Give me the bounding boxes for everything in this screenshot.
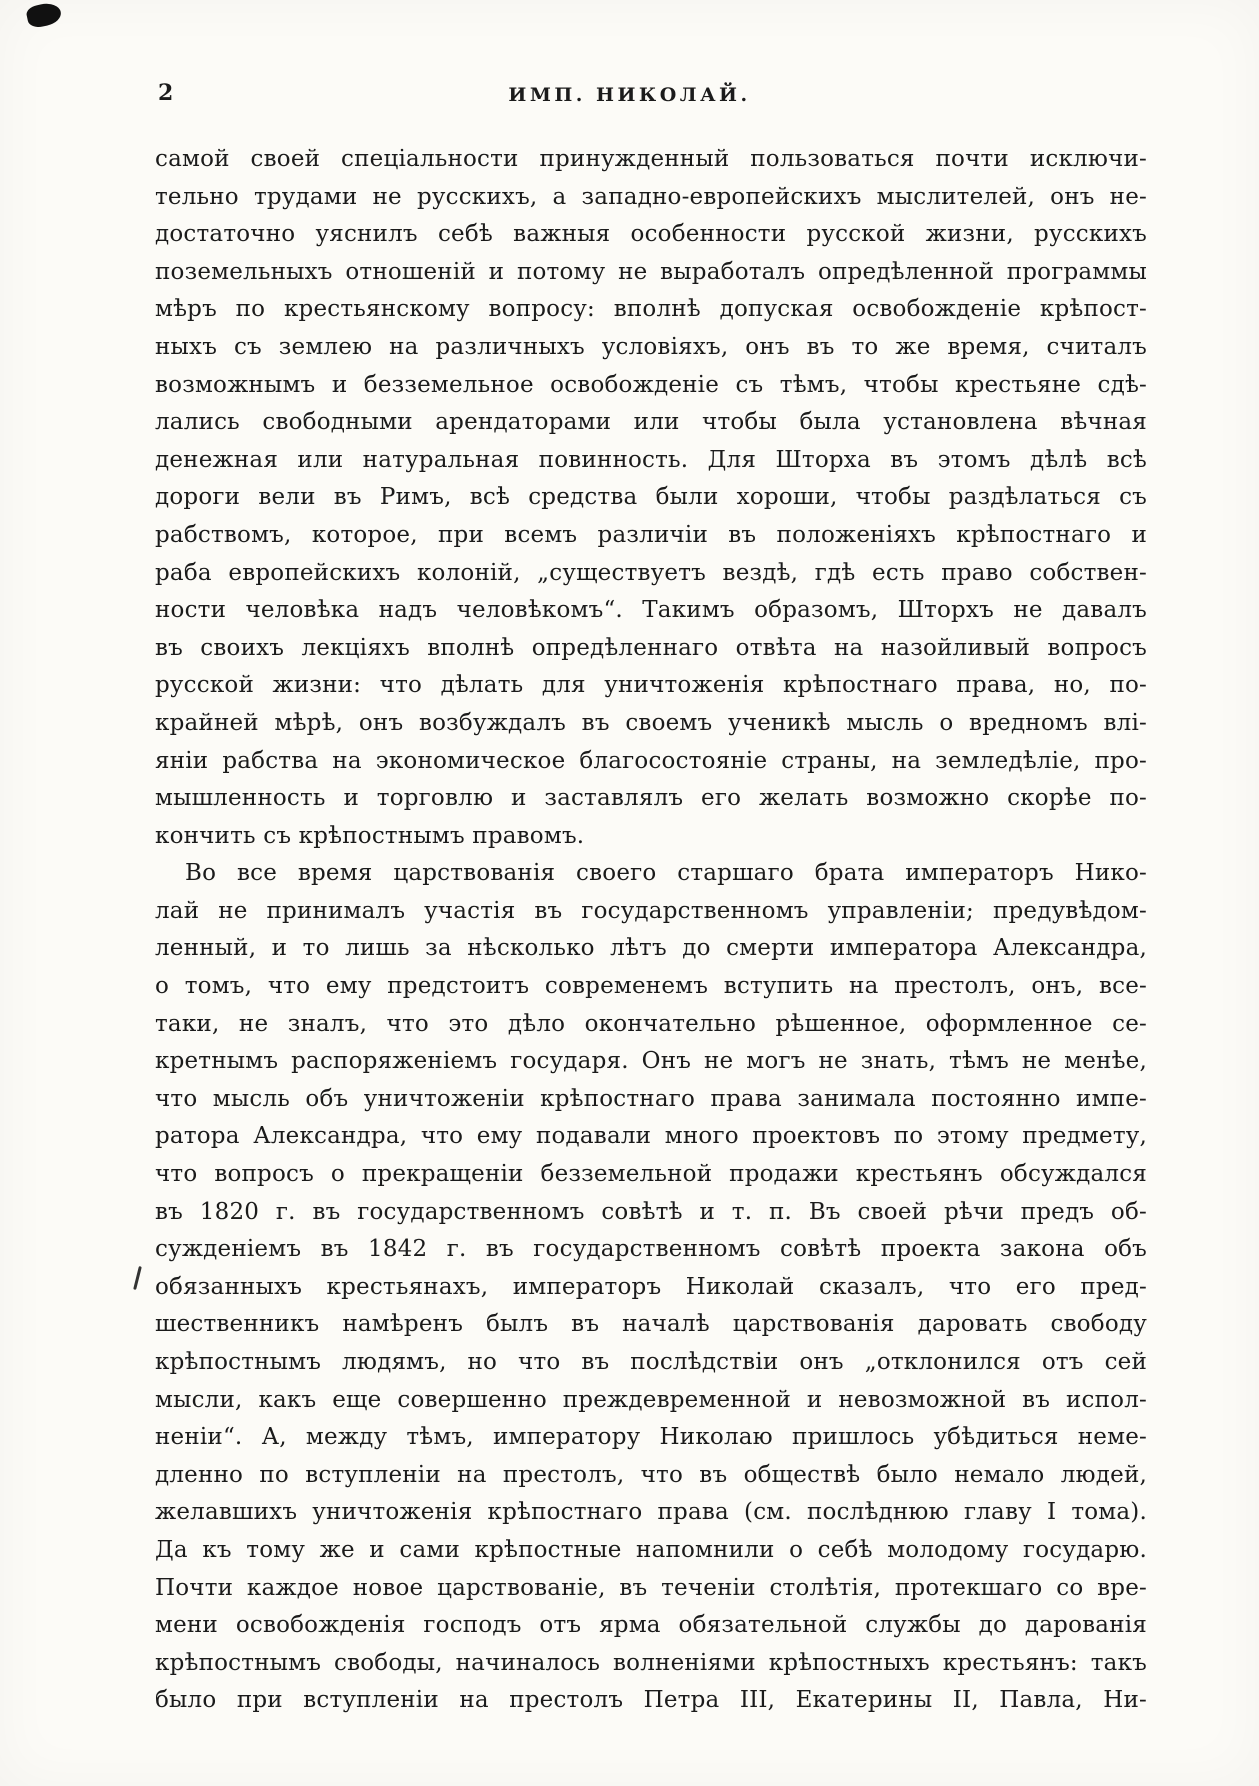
text-line: тельно трудами не русскихъ, а западно-европейскихъ мыслителей, онъ не- bbox=[155, 183, 1147, 210]
text-line: было при вступленіи на престолъ Петра III, Екатерины II, Павла, Ни- bbox=[155, 1687, 1147, 1714]
text-line: самой своей спеціальности принужденный пользоваться почти исключи- bbox=[155, 146, 1147, 172]
text-line: обязанныхъ крестьянахъ, императоръ Николай сказалъ, что его пред- bbox=[155, 1273, 1147, 1300]
text-line: крѣпостнымъ свободы, начиналось волненіями крѣпостныхъ крестьянъ: такъ bbox=[155, 1649, 1147, 1676]
text-line: о томъ, что ему предстоитъ современемъ вступить на престолъ, онъ, все- bbox=[155, 973, 1147, 1000]
page-number: 2 bbox=[158, 80, 174, 106]
text-line: неніи“. А, между тѣмъ, императору Николаю пришлось убѣдиться неме- bbox=[155, 1424, 1147, 1451]
text-line: крайней мѣрѣ, онъ возбуждалъ въ своемъ ученикѣ мысль о вредномъ влі- bbox=[155, 709, 1147, 736]
text-line: ратора Александра, что ему подавали много проектовъ по этому предмету, bbox=[155, 1123, 1147, 1150]
text-line: въ своихъ лекціяхъ вполнѣ опредѣленнаго отвѣта на назойливый вопросъ bbox=[155, 634, 1147, 661]
text-line: лай не принималъ участія въ государственномъ управленіи; предувѣдом- bbox=[155, 897, 1147, 924]
text-line: таки, не зналъ, что это дѣло окончательно рѣшенное, оформленное се- bbox=[155, 1010, 1147, 1037]
text-line: достаточно уяснилъ себѣ важныя особенности русской жизни, русскихъ bbox=[155, 221, 1147, 248]
scan-ink-blot bbox=[25, 1, 63, 30]
text-line: желавшихъ уничтоженія крѣпостнаго права (см. послѣднюю главу I тома). bbox=[155, 1499, 1147, 1526]
text-line: ленный, и то лишь за нѣсколько лѣтъ до смерти императора Александра, bbox=[155, 935, 1147, 962]
text-line: дороги вели въ Римъ, всѣ средства были хороши, чтобы раздѣлаться съ bbox=[155, 484, 1147, 511]
text-line: денежная или натуральная повинность. Для Шторха въ этомъ дѣлѣ всѣ bbox=[155, 446, 1147, 473]
text-line: возможнымъ и безземельное освобожденіе съ тѣмъ, чтобы крестьяне сдѣ- bbox=[155, 371, 1147, 398]
text-line: мышленность и торговлю и заставлялъ его желать возможно скорѣе по- bbox=[155, 785, 1147, 812]
text-line: ности человѣка надъ человѣкомъ“. Такимъ образомъ, Шторхъ не давалъ bbox=[155, 597, 1147, 624]
text-line: кончить съ крѣпостнымъ правомъ. bbox=[155, 822, 585, 849]
text-line: дленно по вступленіи на престолъ, что въ обществѣ было немало людей, bbox=[155, 1461, 1147, 1488]
text-line: что вопросъ о прекращеніи безземельной продажи крестьянъ обсуждался bbox=[155, 1161, 1147, 1188]
text-line: ныхъ съ землею на различныхъ условіяхъ, онъ въ то же время, считалъ bbox=[155, 333, 1147, 360]
text-line: мысли, какъ еще совершенно преждевременной и невозможной въ испол- bbox=[155, 1386, 1147, 1413]
text-line: Во все время царствованія своего старшаго брата императоръ Нико- bbox=[185, 860, 1147, 887]
text-line: что мысль объ уничтоженіи крѣпостнаго права занимала постоянно импе- bbox=[155, 1085, 1147, 1112]
text-line: Да къ тому же и сами крѣпостные напомнили о себѣ молодому государю. bbox=[155, 1536, 1147, 1563]
text-line: мени освобожденія господъ отъ ярма обязательной службы до дарованія bbox=[155, 1612, 1147, 1639]
text-line: русской жизни: что дѣлать для уничтоженія крѣпостнаго права, но, по- bbox=[155, 672, 1147, 699]
text-line: Почти каждое новое царствованіе, въ теченіи столѣтія, протекшаго со вре- bbox=[155, 1574, 1147, 1601]
text-line: въ 1820 г. въ государственномъ совѣтѣ и т. п. Въ своей рѣчи предъ об- bbox=[155, 1198, 1147, 1225]
text-line: мѣръ по крестьянскому вопросу: вполнѣ допуская освобожденіе крѣпост- bbox=[155, 296, 1147, 323]
text-line: крѣпостнымъ людямъ, но что въ послѣдствіи онъ „отклонился отъ сей bbox=[155, 1349, 1147, 1375]
text-line: кретнымъ распоряженіемъ государя. Онъ не могъ не знать, тѣмъ не менѣе, bbox=[155, 1048, 1147, 1075]
scan-scratch-mark bbox=[133, 1266, 142, 1290]
text-block bbox=[155, 141, 1147, 1720]
running-title: ИМП. НИКОЛАЙ. bbox=[508, 84, 751, 106]
text-line: яніи рабства на экономическое благосостояніе страны, на земледѣліе, про- bbox=[155, 747, 1147, 774]
text-line: рабствомъ, которое, при всемъ различіи въ положеніяхъ крѣпостнаго и bbox=[155, 521, 1147, 548]
text-line: шественникъ намѣренъ былъ въ началѣ царствованія даровать свободу bbox=[155, 1311, 1147, 1338]
text-line: раба европейскихъ колоній, „существуетъ вездѣ, гдѣ есть право собствен- bbox=[155, 559, 1147, 586]
text-line: сужденіемъ въ 1842 г. въ государственномъ совѣтѣ проекта закона объ bbox=[155, 1236, 1147, 1263]
text-line: лались свободными арендаторами или чтобы была установлена вѣчная bbox=[155, 409, 1147, 436]
text-line: поземельныхъ отношеній и потому не выработалъ опредѣленной программы bbox=[155, 258, 1147, 285]
